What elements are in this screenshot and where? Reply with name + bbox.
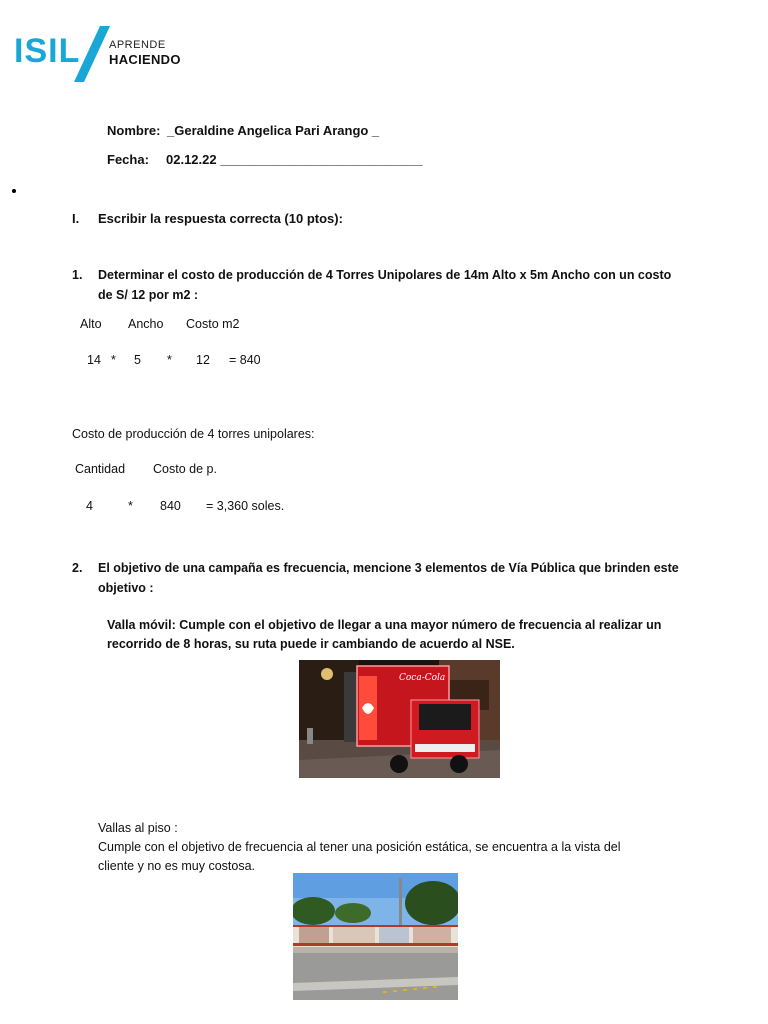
q1-subtitle: Costo de producción de 4 torres unipolares: [72,427,315,441]
stray-bullet [12,189,16,193]
q1-header-ancho: Ancho [128,317,164,331]
mobile-billboard-photo [299,660,500,778]
name-label: Nombre: [107,123,161,138]
q2-item1-line1: Valla móvil: Cumple con el objetivo de llegar a una mayor número de frecuencia al realizar un [107,618,662,632]
q1-calc-times2: * [167,353,172,367]
q1-calc-ancho: 5 [134,353,141,367]
q1-calc2-result: = 3,360 soles. [206,499,285,513]
q1-calc2-times: * [128,499,133,513]
name-value: _Geraldine Angelica Pari Arango _ [167,123,380,138]
q2-item2-line1: Cumple con el objetivo de frecuencia al tener una posición estática, se encuentra a la vista del [98,840,621,854]
q2-text-line1: El objetivo de una campaña es frecuencia, mencione 3 elementos de Vía Pública que brinden este [98,561,679,575]
q1-header-cantidad: Cantidad [75,462,126,476]
q1-calc-costo: 12 [196,353,210,367]
q1-calc-times1: * [111,353,116,367]
q2-item2-line2: cliente y no es muy costosa. [98,859,256,873]
q1-calc2-cantidad: 4 [86,499,93,513]
q1-calc-alto: 14 [87,353,101,367]
q2-text-line2: objetivo : [98,581,154,595]
q1-header-alto: Alto [80,317,102,331]
q2-number: 2. [72,561,83,575]
date-value: 02.12.22 ____________________________ [166,152,423,167]
q1-header-costo: Costo m2 [186,317,240,331]
q1-calc2-costo: 840 [160,499,181,513]
date-label: Fecha: [107,152,149,167]
q1-header-costo-p: Costo de p. [153,462,217,476]
isil-logo [14,26,184,86]
logo-slash-icon [72,26,112,82]
q1-text-line1: Determinar el costo de producción de 4 Torres Unipolares de 14m Alto x 5m Ancho con un costo [98,268,672,282]
q1-calc-result: = 840 [229,353,261,367]
q1-text-line2: de S/ 12 por m2 : [98,288,199,302]
logo-brand: ISIL [14,32,81,70]
q1-number: 1. [72,268,83,282]
logo-tagline-top: APRENDE [109,39,166,51]
q2-item2-title: Vallas al piso : [98,821,178,835]
logo-tagline-bottom: HACIENDO [109,52,181,67]
q2-item1-line2: recorrido de 8 horas, su ruta puede ir cambiando de acuerdo al NSE. [107,637,515,651]
ground-billboard-photo [293,873,458,1000]
svg-text:Coca-Cola: Coca-Cola [399,673,446,683]
section-title: Escribir la respuesta correcta (10 ptos): [98,211,343,226]
section-numeral: I. [72,211,80,226]
